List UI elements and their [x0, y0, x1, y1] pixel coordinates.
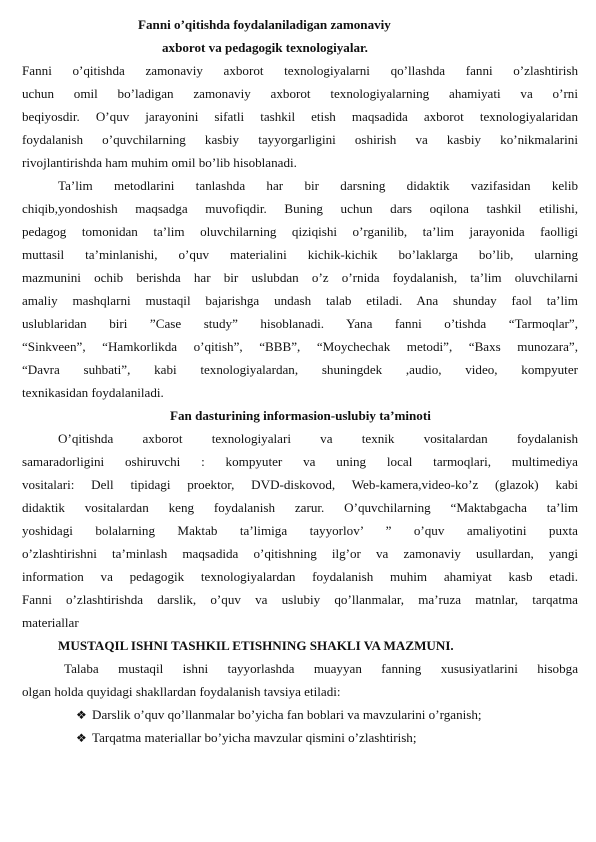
paragraph-2-line: Ta’lim metodlarini tanlashda har bir darsning didaktik vazifasidan kelib — [58, 178, 578, 193]
paragraph-3-line: didaktik vositalardan keng foydalanish zarur. O’quvchilarning “Maktabgacha ta’lim — [22, 500, 578, 515]
paragraph-3-line: Fanni o’zlashtirishda darslik, o’quv va uslubiy qo’llanmalar, ma’ruza matnlar, tarqatma — [22, 592, 578, 607]
paragraph-1-line: beqiyosdir. O’quv jarayonini sifatli tashkil etish maqsadida axborot texnologiyalaridan — [22, 109, 578, 124]
paragraph-2-line: muttasil ta’minlanishi, o’quv materialini kichik-kichik bo’laklarga bo’lib, ularning — [22, 247, 578, 262]
paragraph-2-line: mazmunini ochib berishda har bir uslubdan o’z o’rnida foydalanish, ta’lim oluvchilarni — [22, 270, 578, 285]
paragraph-1-line: uchun omil bo’ladigan zamonaviy axborot texnologiyalarning ahamiyati va o’rni — [22, 86, 578, 101]
paragraph-4-line: olgan holda quyidagi shakllardan foydalanish tavsiya etiladi: — [22, 684, 341, 699]
paragraph-2-line: uslublaridan biri ”Case study” hisoblanadi. Yana fanni o’tishda “Tarmoqlar”, — [22, 316, 578, 331]
paragraph-3-line: information va pedagogik texnologiyalardan foydalanish muhim ahamiyat kasb etadi. — [22, 569, 578, 584]
paragraph-1-line: Fanni o’qitishda zamonaviy axborot texnologiyalarni qo’llashda fanni o’zlashtirish — [22, 63, 578, 78]
bullet-text: Tarqatma materiallar bo’yicha mavzular qismini o’zlashtirish; — [92, 730, 417, 745]
paragraph-3-line: o’zlashtirishni ta’minlash maqsadida o’qitishning ilg’or va zamonaviy usullardan, yangi — [22, 546, 578, 561]
bullet-text: Darslik o’quv qo’llanmalar bo’yicha fan boblari va mavzularini o’rganish; — [92, 707, 482, 722]
paragraph-3-line: O’qitishda axborot texnologiyalari va texnik vositalardan foydalanish — [58, 431, 578, 446]
paragraph-1-line: foydalanish o’quvchilarning kasbiy tayyorgarligini oshirish va kasbiy ko’nikmalarini — [22, 132, 578, 147]
paragraph-3-line: samaradorligini oshiruvchi : kompyuter va uning local tarmoqlari, multimediya — [22, 454, 578, 469]
title-line-2: axborot va pedagogik texnologiyalar. — [162, 40, 368, 55]
paragraph-3-line: yoshidagi bolalarning Maktab ta’limiga tayyorlov’ ” o’quv amaliyotini puxta — [22, 523, 578, 538]
paragraph-2-line: “Sinkveen”, “Hamkorlikda o’qitish”, “BBB”, “Moychechak metodi”, “Baxs munozara”, — [22, 339, 578, 354]
paragraph-3-line: materiallar — [22, 615, 79, 630]
paragraph-3-line: vositalari: Dell tipidagi proektor, DVD-diskovod, Web-kamera,video-ko’z (glazok) kabi — [22, 477, 578, 492]
paragraph-4-line: Talaba mustaqil ishni tayyorlashda muayyan fanning xususiyatlarini hisobga — [64, 661, 578, 676]
section-heading-2: MUSTAQIL ISHNI TASHKIL ETISHNING SHAKLI VA MAZMUNI. — [58, 638, 454, 653]
section-heading: Fan dasturining informasion-uslubiy ta’minoti — [170, 408, 431, 423]
title-line-1: Fanni o’qitishda foydalaniladigan zamonaviy — [138, 17, 391, 32]
paragraph-1-line: rivojlantirishda ham muhim omil bo’lib hisoblanadi. — [22, 155, 297, 170]
diamond-bullet-icon: ❖ — [76, 731, 87, 745]
bullet-item — [76, 727, 417, 749]
paragraph-2-line: texnikasidan foydalaniladi. — [22, 385, 164, 400]
paragraph-2-line: “Davra suhbati”, kabi texnologiyalardan, shuningdek ,audio, video, kompyuter — [22, 362, 578, 377]
diamond-bullet-icon: ❖ — [76, 708, 87, 722]
bullet-item — [76, 704, 482, 726]
paragraph-2-line: chiqib,yondoshish maqsadga muvofiqdir. Buning uchun dars oqilona tashkil etilishi, — [22, 201, 578, 216]
paragraph-2-line: pedagog tomonidan ta’lim oluvchilarning qiziqishi o’rganilib, ta’lim jarayonida faolligi — [22, 224, 578, 239]
paragraph-2-line: amaliy mashqlarni mustaqil bajarishga undash talab etiladi. Ana shunday faol ta’lim — [22, 293, 578, 308]
